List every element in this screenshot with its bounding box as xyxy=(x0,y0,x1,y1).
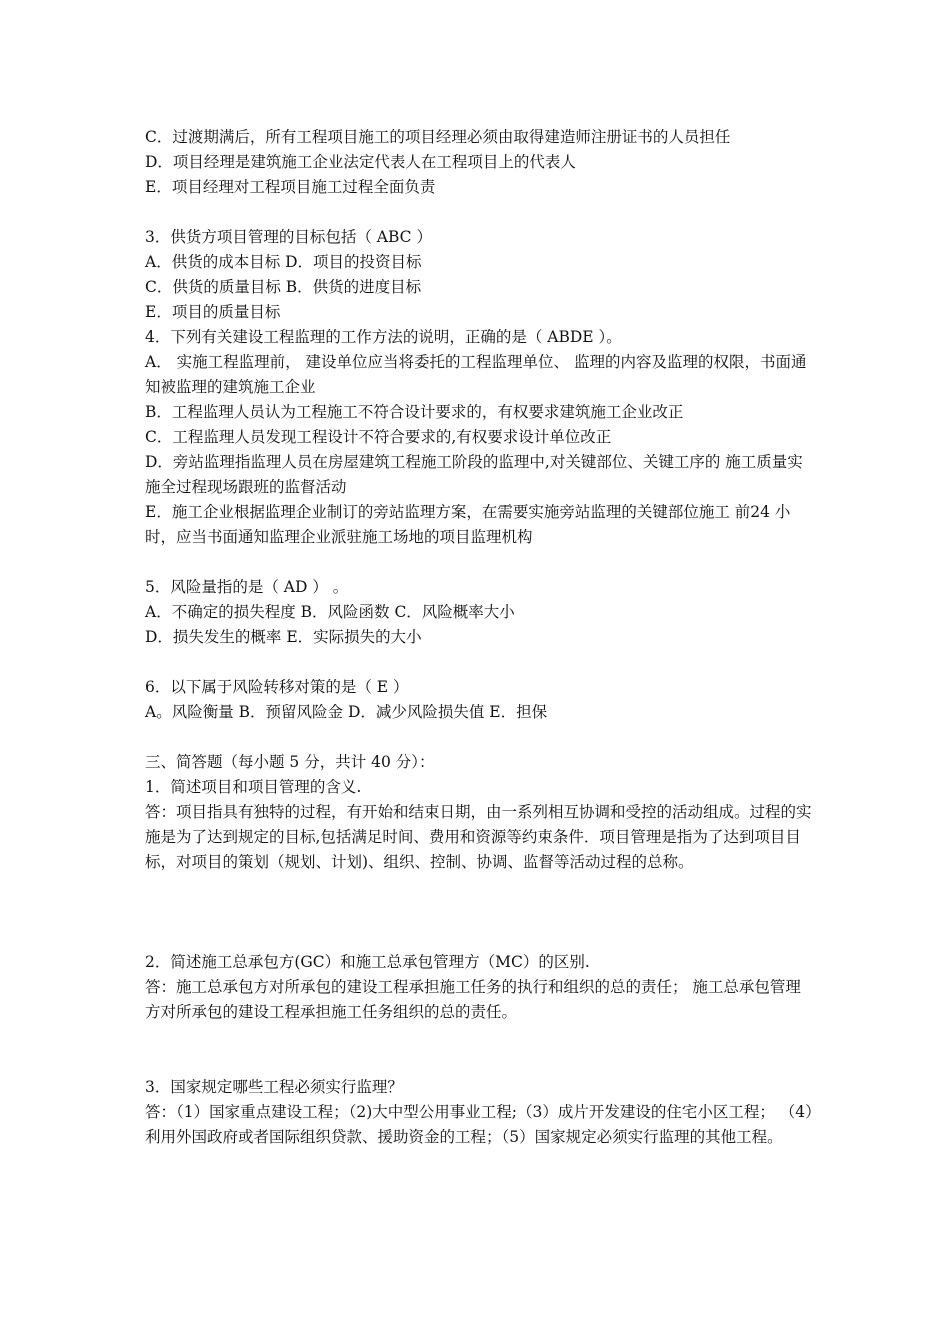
short-question-2: 2．简述施工总承包方(GC）和施工总承包管理方（MC）的区别. xyxy=(145,953,590,971)
short-question-3: 3．国家规定哪些工程必须实行监理？ xyxy=(145,1078,403,1096)
question-6-options: A。风险衡量 B．预留风险金 D．减少风险损失值 E．担保 xyxy=(145,703,548,721)
question-3-options-1: A．供货的成本目标 D．项目的投资目标 xyxy=(145,253,422,271)
question-5-options-1: A．不确定的损失程度 B．风险函数 C．风险概率大小 xyxy=(145,603,515,621)
short-question-1: 1．简述项目和项目管理的含义. xyxy=(145,778,362,796)
short-answer-2: 答：施工总承包方对所承包的建设工程承担施工任务的执行和组织的总的责任； 施工总承包管理方对所承包的建设工程承担施工任务组织的总的责任。 xyxy=(145,978,801,1021)
spacer xyxy=(145,725,813,750)
question-4-option-b: B．工程监理人员认为工程施工不符合设计要求的，有权要求建筑施工企业改正 xyxy=(145,403,684,421)
short-answer-3: 答：（1）国家重点建设工程；（2)大中型公用事业工程;（3）成片开发建设的住宅小区工程； （4）利用外国政府或者国际组织贷款、援助资金的工程；（5）国家规定必须实行监理的其他工程。 xyxy=(145,1103,813,1146)
question-3-options-2: C．供货的质量目标 B．供货的进度目标 xyxy=(145,278,422,296)
document-page xyxy=(145,125,813,1150)
spacer xyxy=(145,925,813,950)
question-4-option-c: C．工程监理人员发现工程设计不符合要求的,有权要求设计单位改正 xyxy=(145,428,612,446)
option-e: E．项目经理对工程项目施工过程全面负责 xyxy=(145,178,436,196)
question-4-option-e: E．施工企业根据监理企业制订的旁站监理方案，在需要实施旁站监理的关键部位施工 前24 小时，应当书面通知监理企业派驻施工场地的项目监理机构 xyxy=(145,503,791,546)
spacer xyxy=(145,875,813,925)
spacer xyxy=(145,200,813,225)
question-4-option-d: D．旁站监理指监理人员在房屋建筑工程施工阶段的监理中,对关键部位、关键工序的 施工质量实施全过程现场跟班的监督活动 xyxy=(145,453,803,496)
question-4: 4．下列有关建设工程监理的工作方法的说明，正确的是（ ABDE ）。 xyxy=(145,328,622,346)
option-d: D．项目经理是建筑施工企业法定代表人在工程项目上的代表人 xyxy=(145,153,576,171)
spacer xyxy=(145,1025,813,1075)
question-3-options-3: E．项目的质量目标 xyxy=(145,303,281,321)
question-3: 3．供货方项目管理的目标包括（ ABC ） xyxy=(145,228,432,246)
option-c: C．过渡期满后，所有工程项目施工的项目经理必须由取得建造师注册证书的人员担任 xyxy=(145,128,731,146)
spacer xyxy=(145,550,813,575)
question-6: 6．以下属于风险转移对策的是（ E ） xyxy=(145,678,409,696)
spacer xyxy=(145,650,813,675)
short-answer-1: 答：项目指具有独特的过程，有开始和结束日期，由一系列相互协调和受控的活动组成。过程的实施是为了达到规定的目标,包括满足时间、费用和资源等约束条件．项目管理是指为了达到项目目标，对项目的策划（规划、计划)、组织、控制、协调、监督等活动过程的总称。 xyxy=(145,803,812,871)
question-5: 5．风险量指的是（ AD ） 。 xyxy=(145,578,349,596)
question-5-options-2: D．损失发生的概率 E．实际损失的大小 xyxy=(145,628,422,646)
section-heading: 三、简答题（每小题 5 分，共计 40 分）： xyxy=(145,753,435,771)
question-4-option-a: A． 实施工程监理前， 建设单位应当将委托的工程监理单位、 监理的内容及监理的权限，书面通知被监理的建筑施工企业 xyxy=(145,353,807,396)
